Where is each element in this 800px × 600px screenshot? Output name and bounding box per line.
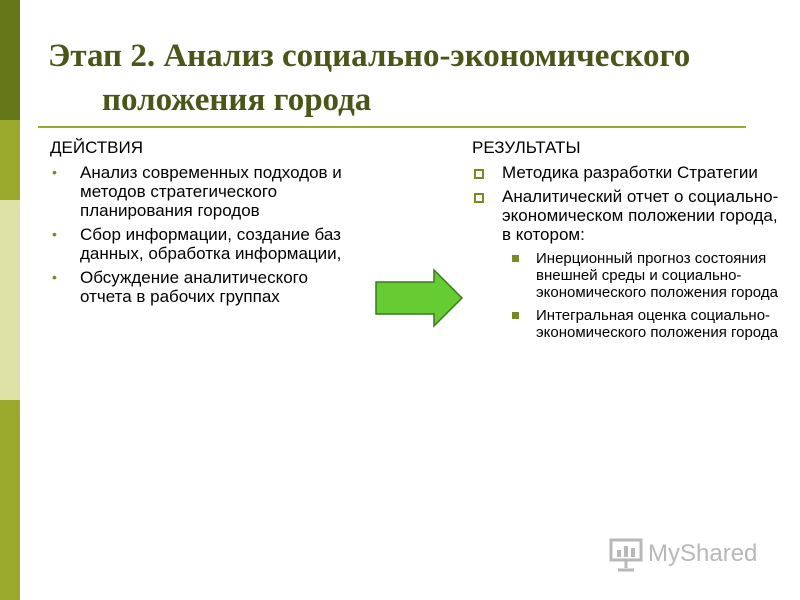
sub-list-item	[502, 307, 782, 341]
side-bar-segment	[0, 400, 20, 600]
list-item	[50, 268, 350, 306]
list-item-text: Аналитический отчет о социально-экономическом положении города, в котором:	[502, 187, 779, 244]
actions-list	[50, 163, 350, 306]
sub-list-item	[502, 250, 782, 301]
presentation-board-icon	[608, 536, 644, 572]
square-bullet-icon	[474, 193, 484, 203]
filled-square-bullet-icon	[512, 255, 519, 262]
sub-list-item-text: Интегральная оценка социально-экономического положения города	[536, 307, 778, 341]
results-heading: РЕЗУЛЬТАТЫ	[472, 138, 581, 157]
list-item-text: Методика разработки Стратегии	[502, 163, 758, 182]
square-bullet-icon	[474, 169, 484, 179]
bullet-icon: •	[52, 269, 57, 285]
side-bar-segment	[0, 120, 20, 200]
bullet-icon: •	[52, 164, 57, 180]
results-sublist	[502, 250, 782, 341]
actions-column	[50, 138, 350, 311]
right-arrow-icon	[374, 268, 464, 328]
actions-heading: ДЕЙСТВИЯ	[50, 138, 144, 157]
list-item-text: Сбор информации, создание баз данных, обработка информации,	[80, 225, 342, 263]
list-item	[50, 163, 350, 220]
side-bar-segment	[0, 0, 20, 120]
watermark-text: MyShared	[648, 540, 758, 567]
slide-title	[48, 34, 788, 122]
list-item	[472, 187, 782, 341]
side-bar-segment	[0, 200, 20, 400]
title-divider	[38, 126, 746, 128]
bullet-icon: •	[52, 226, 57, 242]
list-item-text: Анализ современных подходов и методов стратегического планирования городов	[80, 163, 342, 220]
list-item	[50, 225, 350, 263]
sub-list-item-text: Инерционный прогноз состояния внешней среды и социально-экономического положения города	[536, 250, 778, 301]
filled-square-bullet-icon	[512, 312, 519, 319]
results-column	[472, 138, 782, 347]
results-list	[472, 163, 782, 341]
list-item-text: Обсуждение аналитического отчета в рабочих группах	[80, 268, 308, 306]
title-line-2: положения города	[102, 82, 372, 118]
title-line-1: Этап 2. Анализ социально-экономического	[48, 38, 691, 74]
list-item	[472, 163, 782, 182]
